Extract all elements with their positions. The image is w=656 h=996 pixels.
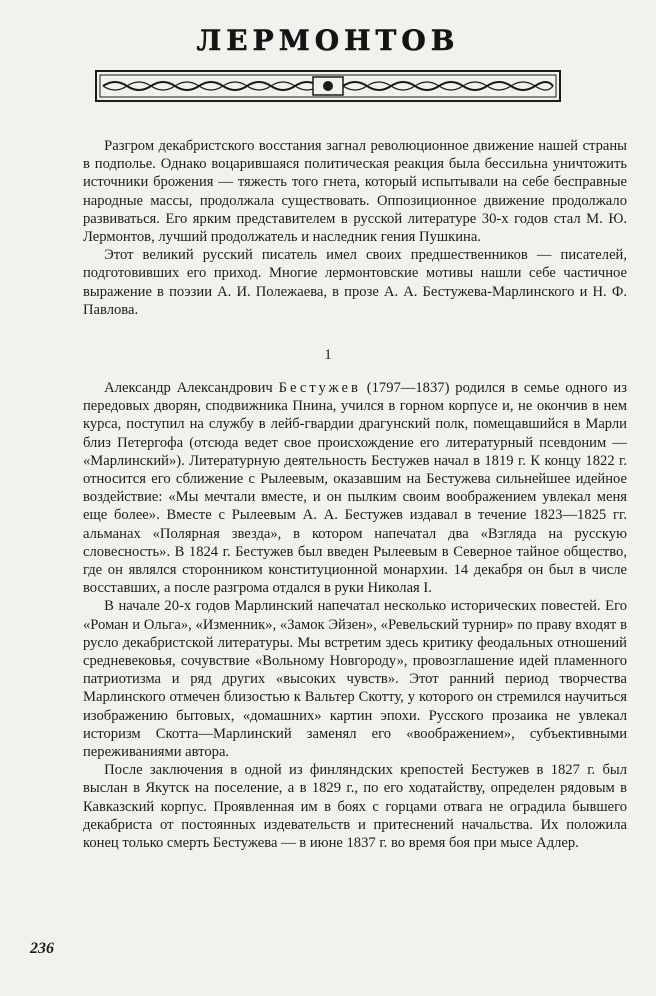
section-paragraph-1-rest: (1797—1837) родился в семье одного из передовых дворян, сподвижника Пнина, учился в горном корпусе и, не окончив в нем курса, поступил на службу в лейб-гвардии драгунский полк, помещавшийся в Марли близ Петергофа (отсюда ведет свое происхождение его литературный псевдоним — «Марлинский»). Литературную деятельность Бестужев начал в 1819 г. К концу 1822 г. относится его сближение с Рылеевым, оказавшим на Бестужева сильнейшее идейное воздействие: «Мы мечтали вместе, и он пылким своим воображением увлекал меня еще более». Вместе с Рылеевым А. А. Бестужев издавал в течение 1823—1825 гг. альманах «Полярная звезда», в котором напечатал два «Взгляда на русскую словесность». В 1824 г. Бестужев был введен Рылеевым в Северное тайное общество, где он являлся сторонником конституционной монархии. 14 декабря он был в числе восставших, а после разгрома отдался в руки Николая I. xyxy=(83,380,627,597)
section-number: 1 xyxy=(324,347,332,363)
page-number: 236 xyxy=(30,940,54,957)
author-surname: Бестужев xyxy=(278,380,361,396)
author-name: Александр Александрович xyxy=(104,380,273,396)
intro-text xyxy=(83,137,627,319)
decorative-ornament-band-icon xyxy=(95,70,561,102)
page-title: ЛЕРМОНТОВ xyxy=(196,24,460,57)
section-paragraph-1 xyxy=(83,379,627,597)
intro-paragraph-2: Этот великий русский писатель имел своих предшественников — писателей, подготовивших его приход. Многие лермонтовские мотивы нашли себе частичное выражение в поэзии А. И. Полежаева, в прозе А. А. Бестужева-Марлинского и Н. Ф. Павлова. xyxy=(83,247,627,318)
section-paragraph-2: В начале 20-х годов Марлинский напечатал несколько исторических повестей. Его «Роман и Ольга», «Изменник», «Замок Эйзен», «Ревельский турнир» по праву входят в русло декабристской литературы. Мы встретим здесь критику феодальных отношений средневековья, сочувствие «Вольному Новгороду», провозглашение идей пламенного патриотизма и ряд других «высоких чувств». Этот ранний период творчества Марлинского отмечен близостью к Вальтер Скотту, у которого он стремился научиться изображению бытовых, «домашних» картин эпохи. Русского прозаика не увлекал историзм Скотта—Марлинский заменял его «воображением», субъективными переживаниями автора. xyxy=(83,598,627,761)
section-text xyxy=(83,379,627,852)
section-paragraph-3: После заключения в одной из финляндских крепостей Бестужев в 1827 г. был выслан в Якутск на поселение, а в 1829 г., по его ходатайству, определен рядовым в Кавказский корпус. Проявленная им в боях с горцами отвага не оградила бывшего декабриста от постоянных издевательств и притеснений начальства. Их положила конец только смерть Бестужева — в июне 1837 г. во время боя при мысе Адлер. xyxy=(83,762,627,852)
intro-paragraph-1: Разгром декабристского восстания загнал революционное движение нашей страны в подполье. Однако воцарившаяся политическая реакция была бессильна уничтожить источники брожения — тяжесть того гнета, который испытывали на себе бесправные народные массы, продолжала существовать. Оппозиционное движение продолжало развиваться. Его ярким представителем в русской литературе 30-х годов стал М. Ю. Лермонтов, лучший продолжатель и наследник гения Пушкина. xyxy=(83,138,627,246)
